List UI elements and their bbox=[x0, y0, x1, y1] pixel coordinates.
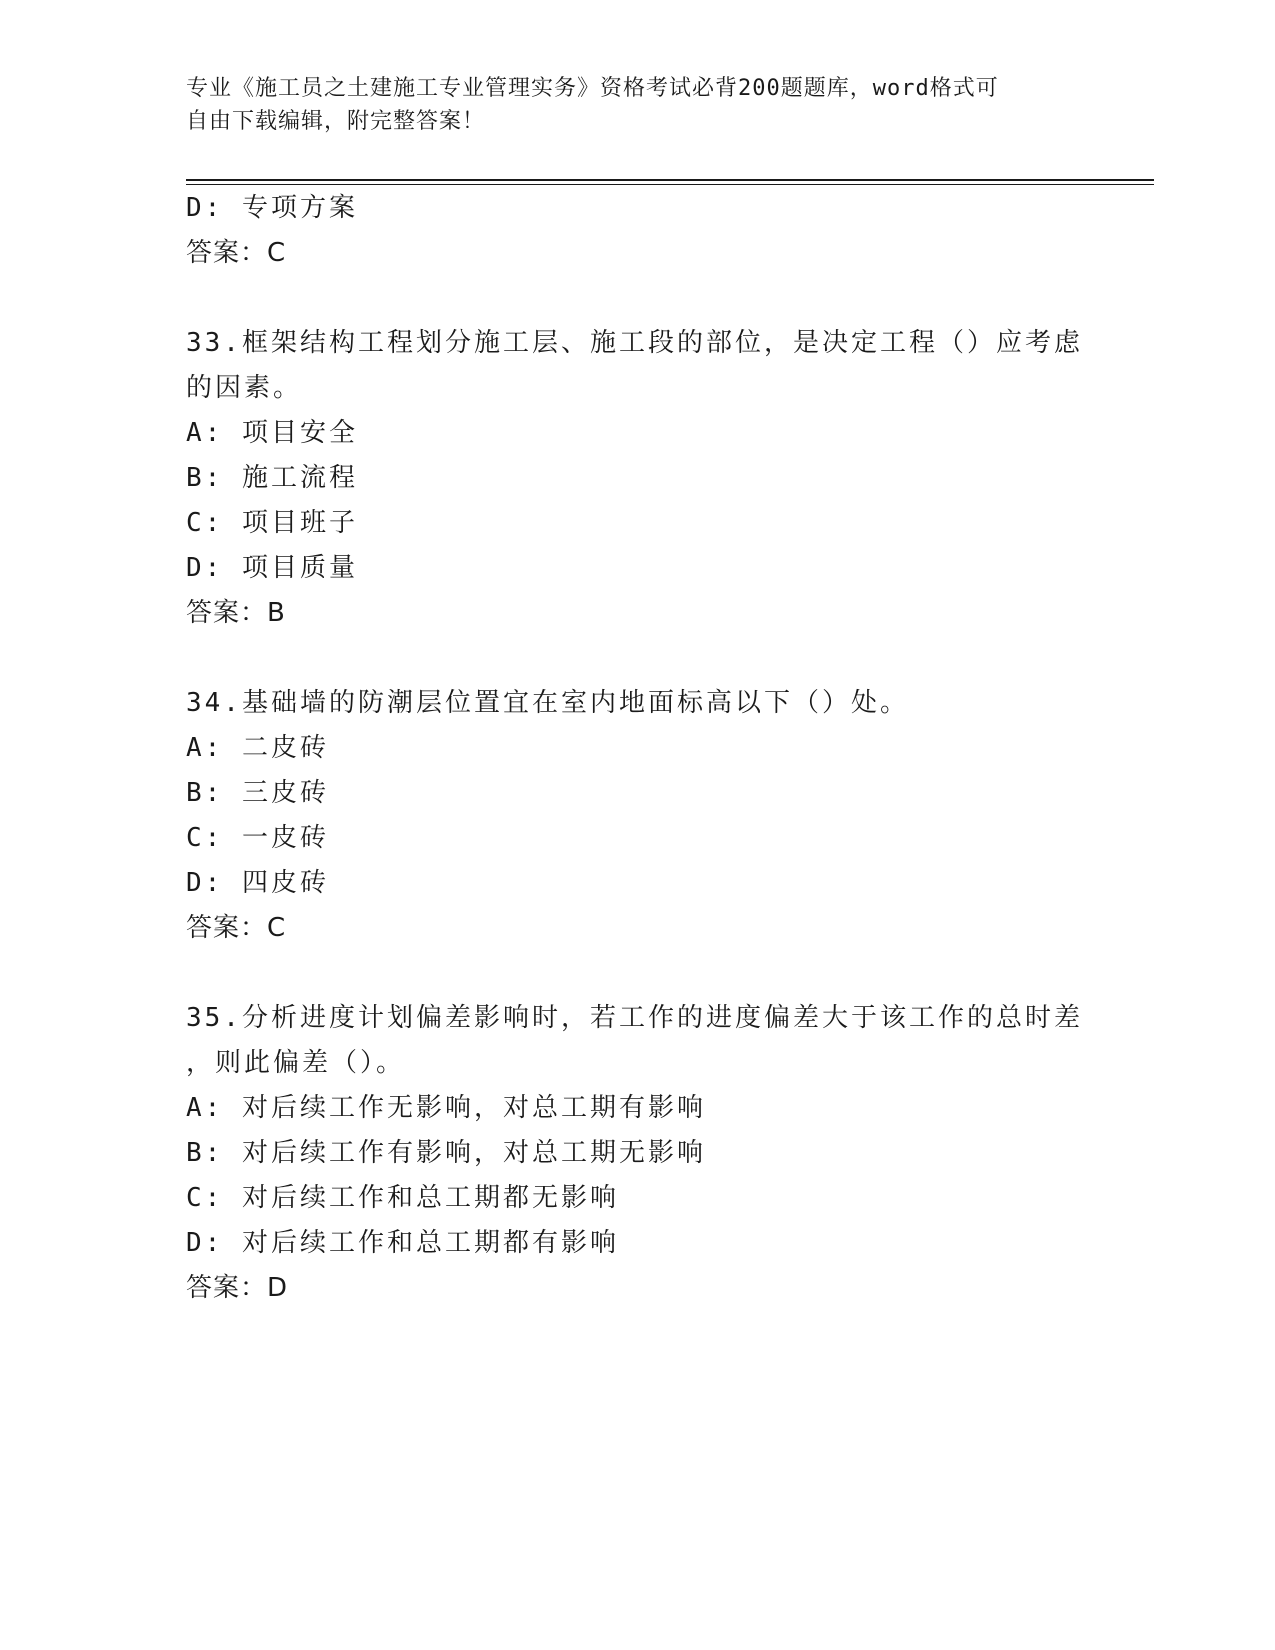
prev-answer: 答案：C bbox=[186, 238, 287, 268]
q35-option-b: B: 对后续工作有影响，对总工期无影响 bbox=[186, 1138, 706, 1168]
q34-option-d: D: 四皮砖 bbox=[186, 868, 329, 898]
q34-option-c: C: 一皮砖 bbox=[186, 823, 329, 853]
q34-option-a: A: 二皮砖 bbox=[186, 733, 329, 763]
q34-option-b: B: 三皮砖 bbox=[186, 778, 329, 808]
prev-option-d: D: 专项方案 bbox=[186, 193, 358, 223]
q35-stem-line-1: 35.分析进度计划偏差影响时，若工作的进度偏差大于该工作的总时差 bbox=[186, 1003, 1083, 1033]
q33-answer: 答案：B bbox=[186, 598, 286, 628]
q33-option-d: D: 项目质量 bbox=[186, 553, 358, 583]
q35-stem-line-2: ，则此偏差（）。 bbox=[186, 1048, 406, 1078]
document-header bbox=[186, 72, 1066, 138]
q33-stem-line-1: 33.框架结构工程划分施工层、施工段的部位，是决定工程（）应考虑 bbox=[186, 328, 1083, 358]
q33-option-b: B: 施工流程 bbox=[186, 463, 358, 493]
header-line-1: 专业《施工员之土建施工专业管理实务》资格考试必背200题题库，word格式可 bbox=[186, 76, 999, 101]
q33-option-c: C: 项目班子 bbox=[186, 508, 358, 538]
header-rule-thick bbox=[186, 179, 1154, 181]
q34-answer: 答案：C bbox=[186, 913, 287, 943]
q35-option-a: A: 对后续工作无影响，对总工期有影响 bbox=[186, 1093, 706, 1123]
q33-option-a: A: 项目安全 bbox=[186, 418, 358, 448]
q35-answer: 答案：D bbox=[186, 1273, 289, 1303]
header-rule-thin bbox=[186, 184, 1154, 185]
q35-option-d: D: 对后续工作和总工期都有影响 bbox=[186, 1228, 619, 1258]
q35-option-c: C: 对后续工作和总工期都无影响 bbox=[186, 1183, 619, 1213]
q33-stem-line-2: 的因素。 bbox=[186, 373, 303, 403]
q34-stem-line-1: 34.基础墙的防潮层位置宜在室内地面标高以下（）处。 bbox=[186, 688, 909, 718]
header-line-2: 自由下载编辑，附完整答案！ bbox=[186, 109, 486, 134]
